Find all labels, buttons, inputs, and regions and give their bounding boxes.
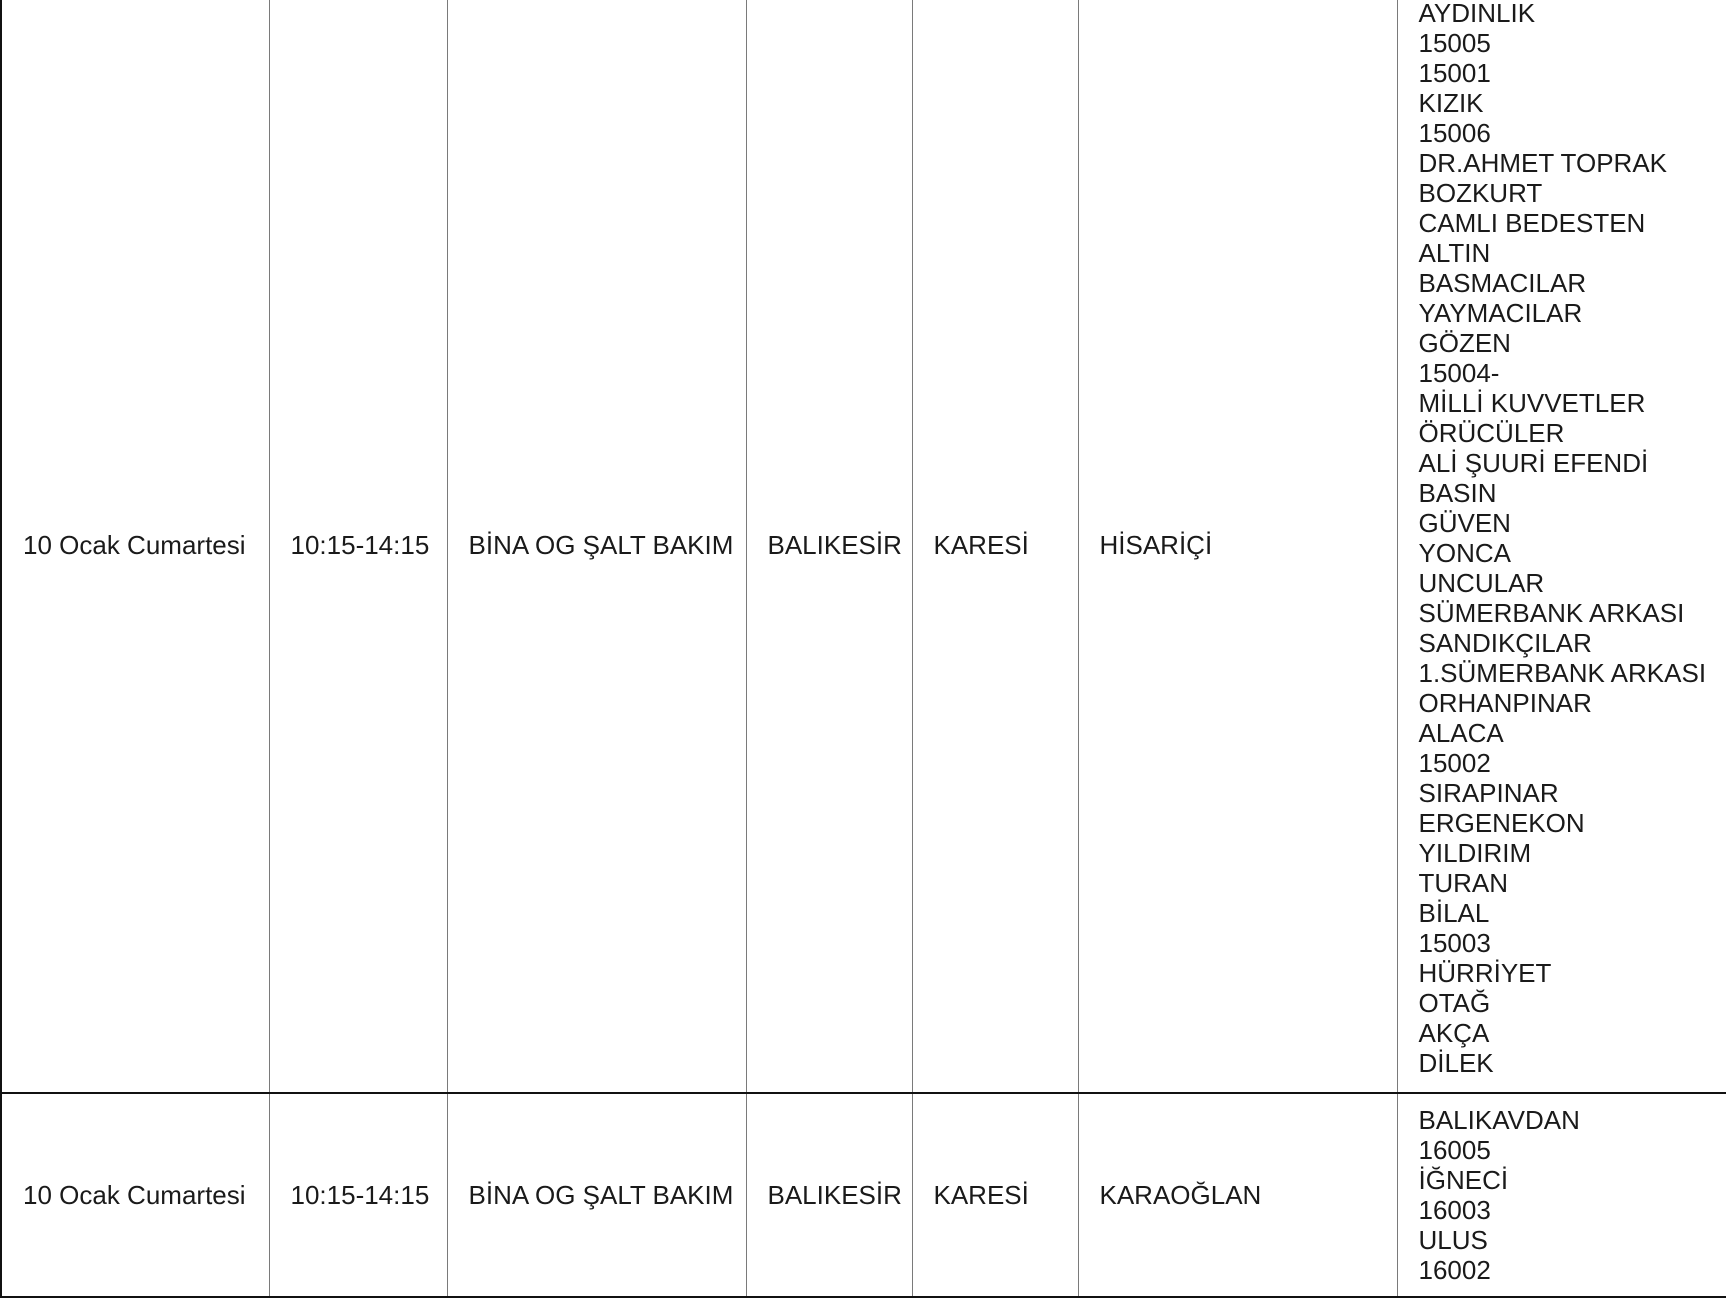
street-item: DR.AHMET TOPRAK xyxy=(1418,148,1667,178)
street-list xyxy=(1419,1105,1726,1285)
street-item: SIRAPINAR xyxy=(1418,778,1559,808)
street-item: ERGENEKON xyxy=(1418,808,1585,838)
street-item: AYDINLIK xyxy=(1418,0,1536,28)
street-item: SANDIKÇILAR xyxy=(1418,628,1592,658)
street-item: MİLLİ KUVVETLER xyxy=(1418,388,1646,418)
street-item: CAMLI BEDESTEN xyxy=(1418,208,1646,238)
streets-cell xyxy=(1397,1093,1726,1297)
street-item: GÖZEN xyxy=(1418,328,1511,358)
neighborhood-cell: HİSARİÇİ xyxy=(1078,0,1397,1093)
table-row xyxy=(1,0,1726,1093)
time-cell: 10:15-14:15 xyxy=(269,0,447,1093)
reason-cell: BİNA OG ŞALT BAKIM xyxy=(447,0,746,1093)
street-item: YONCA xyxy=(1418,538,1511,568)
reason-cell: BİNA OG ŞALT BAKIM xyxy=(447,1093,746,1297)
province-cell: BALIKESİR xyxy=(746,1093,912,1297)
street-item: 15001 xyxy=(1418,58,1491,88)
street-item: BALIKAVDAN xyxy=(1418,1105,1580,1135)
street-item: HÜRRİYET xyxy=(1418,958,1552,988)
street-item: ALTIN xyxy=(1418,238,1491,268)
street-item: İĞNECİ xyxy=(1418,1165,1509,1195)
street-item: UNCULAR xyxy=(1418,568,1545,598)
street-item: ALİ ŞUURİ EFENDİ xyxy=(1418,448,1649,478)
street-item: 16003 xyxy=(1418,1195,1491,1225)
street-item: GÜVEN xyxy=(1418,508,1511,538)
street-item: BASIN xyxy=(1418,478,1497,508)
street-list xyxy=(1419,0,1726,1078)
street-item: OTAĞ xyxy=(1418,988,1491,1018)
street-item: 15004- xyxy=(1418,358,1500,388)
province-cell: BALIKESİR xyxy=(746,0,912,1093)
date-cell: 10 Ocak Cumartesi xyxy=(1,0,269,1093)
neighborhood-cell: KARAOĞLAN xyxy=(1078,1093,1397,1297)
date-cell: 10 Ocak Cumartesi xyxy=(1,1093,269,1297)
district-cell: KARESİ xyxy=(912,0,1078,1093)
street-item: TURAN xyxy=(1418,868,1509,898)
street-item: 16002 xyxy=(1418,1255,1491,1285)
street-item: BOZKURT xyxy=(1418,178,1543,208)
street-item: YILDIRIM xyxy=(1418,838,1532,868)
street-item: KIZIK xyxy=(1418,88,1484,118)
street-item: ALACA xyxy=(1418,718,1504,748)
street-item: 1.SÜMERBANK ARKASI xyxy=(1418,658,1707,688)
streets-cell xyxy=(1397,0,1726,1093)
district-cell: KARESİ xyxy=(912,1093,1078,1297)
street-item: ÖRÜCÜLER xyxy=(1418,418,1565,448)
street-item: YAYMACILAR xyxy=(1418,298,1583,328)
table-row xyxy=(1,1093,1726,1297)
street-item: ORHANPINAR xyxy=(1418,688,1592,718)
street-item: AKÇA xyxy=(1418,1018,1490,1048)
time-cell: 10:15-14:15 xyxy=(269,1093,447,1297)
street-item: 16005 xyxy=(1418,1135,1491,1165)
street-item: SÜMERBANK ARKASI xyxy=(1418,598,1685,628)
street-item: 15006 xyxy=(1418,118,1491,148)
street-item: DİLEK xyxy=(1418,1048,1494,1078)
street-item: ULUS xyxy=(1418,1225,1488,1255)
street-item: 15003 xyxy=(1418,928,1491,958)
street-item: 15002 xyxy=(1418,748,1491,778)
street-item: 15005 xyxy=(1418,28,1491,58)
street-item: BİLAL xyxy=(1418,898,1490,928)
street-item: BASMACILAR xyxy=(1418,268,1587,298)
